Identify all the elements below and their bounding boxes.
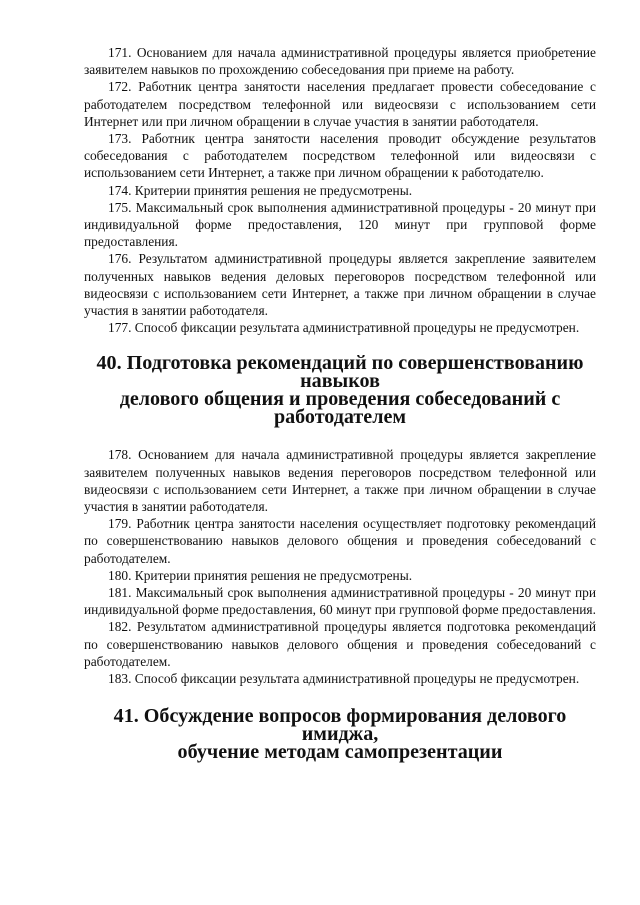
paragraph-block-2 [84, 446, 596, 687]
paragraph-179: 179. Работник центра занятости населения осуществляет подготовку рекомендаций по совершенствованию навыков делового общения и проведения собеседований с работодателем. [84, 516, 596, 566]
paragraph-block-1 [84, 44, 596, 336]
paragraph-180: 180. Критерии принятия решения не предусмотрены. [108, 567, 413, 583]
section-heading-41-line-2: обучение методам самопрезентации [177, 741, 503, 764]
paragraph-173: 173. Работник центра занятости населения проводит обсуждение результатов собеседования с работодателем посредством телефонной или видеосвязи с использованием сети Интернет, а также при личном обращении к работодателю. [84, 131, 596, 181]
paragraph-175: 175. Максимальный срок выполнения административной процедуры - 20 минут при индивидуальной форме предоставления, 120 минут при групповой форме предоставления. [84, 199, 596, 250]
section-heading-40-line-2: делового общения и проведения собеседований с работодателем [119, 388, 561, 429]
paragraph-181: 181. Максимальный срок выполнения административной процедуры - 20 минут при индивидуальной форме предоставления, 60 минут при групповой форме предоставления. [84, 585, 596, 618]
document-page [84, 44, 596, 781]
paragraph-177: 177. Способ фиксации результата административной процедуры не предусмотрен. [108, 320, 580, 336]
section-heading-41 [84, 705, 596, 764]
section-heading-41-line-1: 41. Обсуждение вопросов формирования делового имиджа, [113, 705, 567, 746]
paragraph-183: 183. Способ фиксации результата административной процедуры не предусмотрен. [108, 671, 580, 687]
paragraph-176: 176. Результатом административной процедуры является закрепление заявителем полученных навыков ведения деловых переговоров посредством телефонной или видеосвязи с использованием сети Интернет, а также при личном обращении в случае участия в занятии работодателя. [84, 251, 596, 319]
paragraph-178: 178. Основанием для начала административной процедуры является закрепление заявителем полученных навыков ведения переговоров посредством телефонной или видеосвязи с использованием сети Интернет, а также при личном обращении в случае участия в занятии работодателя. [84, 447, 596, 515]
section-heading-40 [84, 352, 596, 429]
paragraph-172: 172. Работник центра занятости населения предлагает провести собеседование с работодателем посредством телефонной или видеосвязи с использованием сети Интернет или при личном обращении в случае участия в занятии работодателя. [84, 79, 596, 129]
paragraph-171: 171. Основанием для начала административной процедуры является приобретение заявителем навыков по прохождению собеседования при приеме на работу. [84, 45, 596, 78]
paragraph-174: 174. Критерии принятия решения не предусмотрены. [108, 182, 413, 198]
section-heading-40-line-1: 40. Подготовка рекомендаций по совершенствованию навыков [96, 352, 584, 393]
paragraph-182: 182. Результатом административной процедуры является подготовка рекомендаций по совершенствованию навыков делового общения и проведения собеседований с работодателем. [84, 619, 596, 669]
